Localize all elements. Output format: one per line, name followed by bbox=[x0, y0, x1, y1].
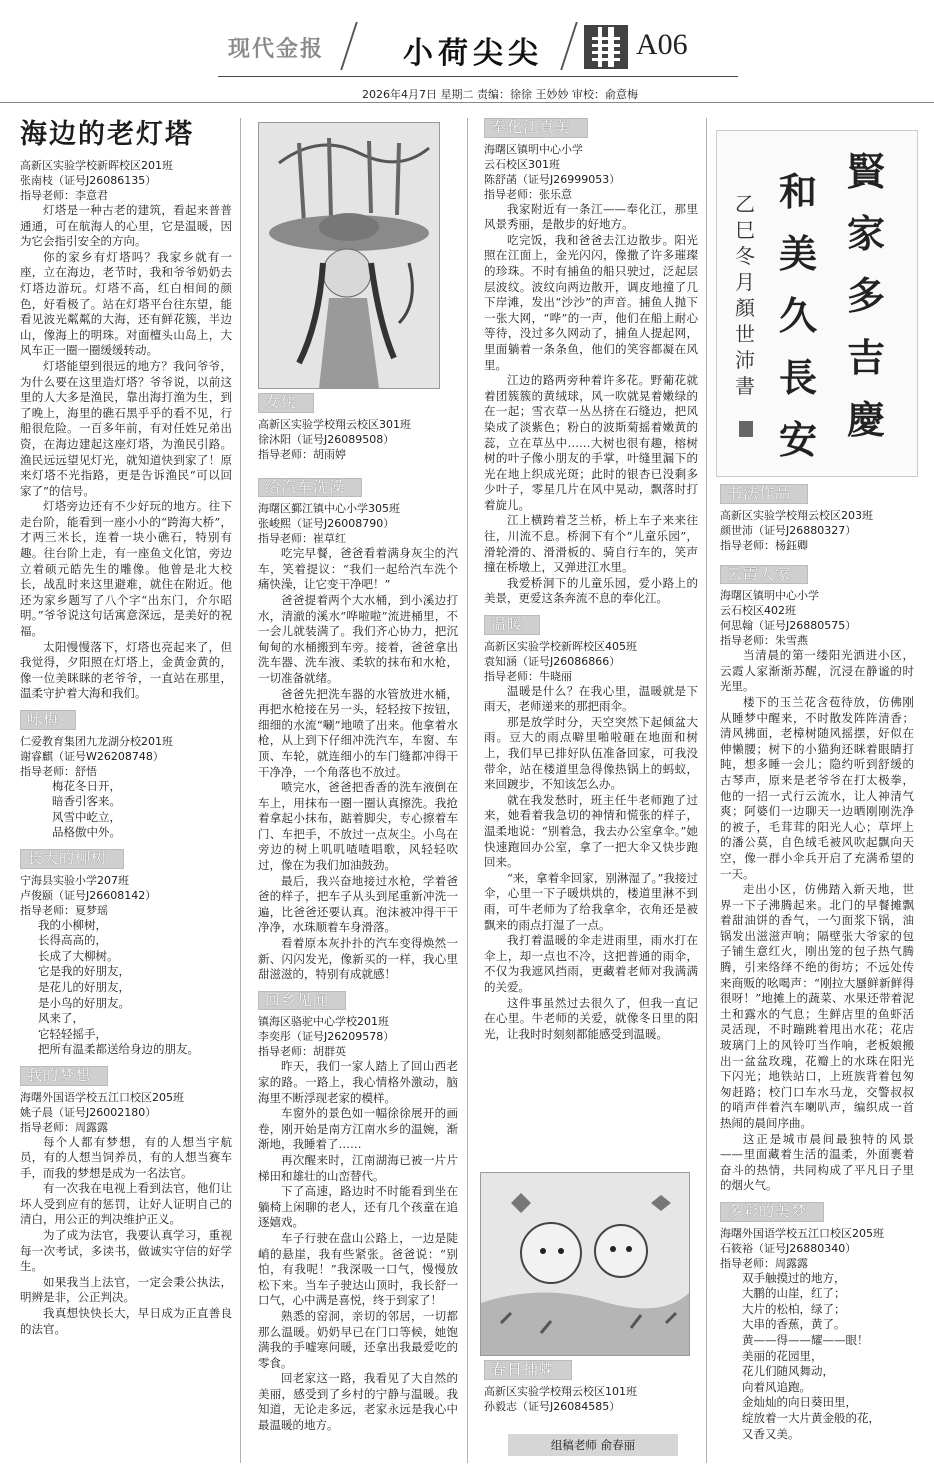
byline: 高新区实验学校翔云校区203班 颜世沛（证号J26880327） 指导老师：杨鈺卿 bbox=[720, 508, 873, 552]
dateline-rule bbox=[0, 102, 934, 103]
masthead-divider bbox=[560, 22, 578, 70]
paper-name: 现代金报 bbox=[228, 37, 325, 62]
column-divider bbox=[706, 118, 707, 1463]
article-body: 灯塔是一种古老的建筑，看起来普普通通，可在航海人的心里，它是温暖，因为它会指引安全的方向。 你的家乡有灯塔吗？我家乡就有一座，立在海边，老节时，我和爷爷奶奶去灯塔边游玩。灯塔不高，红白相间的颜色，好看极了。站在灯塔平台往东望，能看见波光粼粼的大海，还有鲜花簇，半边山，像海上的明珠。对面檀头山岛上，大风车正一圈一圈缓缓转动。 灯塔能望到很远的地方？我问爷爷，为什么要在这里造灯塔？爷爷说，以前这里的人大多是渔民，靠出海打渔为生，到了晚上，海里的礁石黑乎乎的看不见，行船很危险。一百多年前，有对任姓兄弟出资，在海边建起这座灯塔，为渔民引路。渔民远远望见灯光，就知道快到家了！原来灯塔不光指路，更是告诉渔民“可以回家了”的信号。 灯塔旁边还有不少好玩的地方。往下走台阶，能看到一座小小的“跨海大桥”，才两三米长，连着一块小礁石，特别有趣。往台阶上走，有一座鱼文化馆，旁边立着硕元皓先生的雕像。他曾是北大校长，战乱时来这里避难，就住在附近。他还为家乡题写了八个字“出东门，介尔昭明。”爷爷说这句话寓意深远，是美好的祝福。 太阳慢慢落下，灯塔也亮起来了，但我觉得，夕阳照在灯塔上，金黄金黄的，像一位美眯眯的老爷爷，一直站在那里，温柔守护着大海和我们。 bbox=[20, 203, 232, 701]
byline: 高新区实验学校新晖校区201班 张南枝（证号J26086135） 指导老师：李意君 bbox=[20, 159, 173, 202]
section-title: 温暖 bbox=[484, 615, 540, 635]
section-title: 给汽车洗澡 bbox=[258, 478, 362, 498]
section-name: 小荷尖尖 bbox=[403, 36, 543, 71]
page-number: A06 bbox=[636, 28, 688, 61]
calligraphy-char: 安 bbox=[779, 417, 818, 462]
column-divider bbox=[240, 118, 241, 1463]
byline: 海曙外国语学校五江口校区205班 姚子晨（证号J26002180） 指导老师：周露露 bbox=[20, 1090, 184, 1134]
dateline: 2026年4月7日 星期二 责编：徐徐 王妙妙 审校：俞意梅 bbox=[362, 88, 638, 101]
byline: 高新区实验学校翔云校区301班 徐沐阳（证号J26089508） 指导老师：胡雨婷 bbox=[258, 417, 411, 461]
byline: 仁爱教育集团九龙湖分校201班 谢睿麒（证号W26208748） 指导老师：舒悟 bbox=[20, 734, 173, 778]
section-title: 回乡见闻 bbox=[258, 991, 346, 1011]
section-title: 春日捕蝶 bbox=[484, 1360, 572, 1380]
column-3-bottom bbox=[484, 1360, 698, 1414]
byline: 海曙区镇明中心小学 云石校区301班 陈舒菡（证号J26999053） 指导老师：张乐意 bbox=[484, 142, 621, 201]
calligraphy-char: 慶 bbox=[847, 397, 886, 442]
byline: 海曙外国语学校五江口校区205班 石筱裕（证号J26880340） 指导老师：周露露 bbox=[720, 1226, 884, 1270]
section-title: 多彩的美梦 bbox=[720, 1202, 824, 1222]
article-title: 海边的老灯塔 bbox=[20, 119, 194, 150]
column-divider bbox=[467, 118, 468, 1463]
byline: 宁海县实验小学207班 卢俊颐（证号J26608142） 指导老师：夏梦瑶 bbox=[20, 873, 157, 917]
artwork-catching-butterflies bbox=[480, 1172, 690, 1356]
calligraphy-char: 吉 bbox=[847, 335, 886, 380]
byline: 镇海区骆驼中心学校201班 李奕彤（证号J26209578） 指导老师：胡群英 bbox=[258, 1015, 395, 1059]
poem: 双手触摸过的地方， 大鹏的山崖，红了； 大片的松柏，绿了； 大串的香蕉，黄了。 黄——得——耀——眼！ 美丽的花园里， 花儿们随风舞动， 向着风追跑。 金灿灿的向日葵田里， 绽放着一大片黄金般的花， 又香又美。 bbox=[742, 1270, 880, 1441]
article-body: 吃完早餐，爸爸看着满身灰尘的汽车，笑着提议：“我们一起给汽车洗个痛快澡，让它变干净吧！” 爸爸提着两个大水桶，到小溪边打水，清澈的溪水“哗啦啦”流进桶里，不一会儿就装满了。我们齐心协力，把沉甸甸的水桶搬到车旁。接着，爸爸拿出洗车器、洗车液、柔软的抹布和水枪，一切准备就绪。 爸爸先把洗车器的水管放进水桶，再把水枪接在另一头，轻轻按下按钮，细细的水流“唰”地喷了出来。他拿着水枪，从上到下仔细冲洗汽车，车窗、车顶、车轮，就连细小的车门缝都冲得干干净净，一个角落也不放过。 喷完水，爸爸把香香的洗车液倒在车上，用抹布一圈一圈认真擦洗。我抢着拿起小抹布，踮着脚尖，专心擦着车门、车把手，不放过一点灰尘。小鸟在旁边的树上叽叽喳喳唱歌，风轻轻吹过，像在为我们加油鼓劲。 最后，我兴奋地接过水枪，学着爸爸的样子，把车子从头到尾重新冲洗一遍，比爸爸还要认真。泡沫被冲得干干净净，水珠顺着车身滑落。 看着原本灰扑扑的汽车变得焕然一新、闪闪发光，像新买的一样，我心里甜滋滋的，特别有成就感！ bbox=[258, 546, 458, 982]
poem: 我的小柳树， 长得高高的， 长成了大柳树。 它是我的好朋友， 是花儿的好朋友， 是小鸟的好朋友。 风来了， 它轻轻摇手， 把所有温柔都送给身边的朋友。 bbox=[38, 917, 199, 1057]
article-body: 昨天，我们一家人踏上了回山西老家的路。一路上，我心情格外激动，脑海里不断浮现老家的模样。 车窗外的景色如一幅徐徐展开的画卷，刚开始是南方江南水乡的温婉，渐渐地，我睡着了…… 再次醒来时，江南湖海已被一片片梯田和雄壮的山峦替代。 下了高速，路边时不时能看到坐在躺椅上闲聊的老人，还有几个孩童在追逐嬉戏。 车子行驶在盘山公路上，一边是陡峭的悬崖，我有些紧张。爸爸说：“别怕，有我呢！”我深吸一口气，慢慢放松下来。当车子驶达山顶时，我长舒一口气，心中满是喜悦，终于到家了！ 熟悉的窑洞，亲切的邻居，一切都那么温暖。奶奶早已在门口等候，她饱满我的手嘘寒问暖，还拿出我最爱吃的零食。 回老家这一路，我看见了大自然的美丽，感受到了乡村的宁静与温暖。我知道，无论走多远，老家永远是我心中最温暖的地方。 bbox=[258, 1059, 458, 1433]
byline: 高新区实验学校翔云校区101班 孙毅志（证号J26084585） bbox=[484, 1384, 637, 1413]
section-title: 女侠 bbox=[258, 393, 314, 413]
calligraphy-char: 久 bbox=[779, 293, 818, 338]
calligraphy-char: 賢 bbox=[847, 149, 886, 194]
section-title: 奉化江真美 bbox=[484, 118, 588, 138]
calligraphy-char: 家 bbox=[847, 211, 886, 256]
artwork-swordswoman-image bbox=[259, 123, 439, 388]
article-body: 每个人都有梦想，有的人想当宇航员，有的人想当饲养员，有的人想当赛车手，而我的梦想是成为一名法官。 有一次我在电视上看到法官，他们让坏人受到应有的惩罚，让好人证明自己的清白，用公正的判决维护正义。 为了成为法官，我要认真学习，重视每一次考试，多读书，做诚实守信的好学生。 如果我当上法官，一定会秉公执法，明辨是非，公正判决。 我真想快快长大，早日成为正直善良的法官。 bbox=[20, 1134, 232, 1336]
section-title: 我的梦想 bbox=[20, 1066, 108, 1086]
masthead-divider bbox=[340, 22, 358, 70]
section-title: 咏梅 bbox=[20, 710, 76, 730]
calligraphy-artwork bbox=[716, 130, 918, 477]
section-title: 云霞人家 bbox=[720, 565, 808, 585]
calligraphy-char: 美 bbox=[779, 231, 818, 276]
byline: 海曙区镇明中心小学 云石校区402班 何思翰（证号J26880575） 指导老师：朱雪燕 bbox=[720, 589, 857, 648]
poem: 梅花冬日开， 暗香引客来。 风雪中屹立， 品格傲中外。 bbox=[52, 778, 121, 840]
column-4 bbox=[720, 484, 914, 1442]
artwork-swordswoman bbox=[258, 122, 440, 389]
column-3 bbox=[484, 118, 698, 1042]
byline: 海曙区鄞江镇中心小学305班 张峻熙（证号J26008790） 指导老师：崔草红 bbox=[258, 502, 400, 546]
qr-code-icon bbox=[584, 25, 628, 69]
masthead-rule bbox=[218, 76, 738, 77]
article-body: 温暖是什么？在我心里，温暖就是下雨天，老师递来的那把雨伞。 那是放学时分，天空突然下起倾盆大雨。豆大的雨点噼里啪啦砸在地面和树上，我们早已排好队伍准备回家，可我没带伞，站在楼道里急得像热锅上的蚂蚁，来回踱步，不知该怎么办。 就在我发愁时，班主任牛老师跑了过来，她看着我急切的神情和慌张的样子，温柔地说：“别着急，我去办公室拿伞。”她快速跑回办公室，拿了一把大伞又快步跑回来。 “来，拿着伞回家，别淋湿了。”我接过伞，心里一下子暖烘烘的，楼道里淋不到雨，可牛老师为了给我拿伞，衣角还是被飘来的雨点打湿了一点。 我打着温暖的伞走进雨里，雨水打在伞上，却一点也不冷，这把普通的雨伞，不仅为我遮风挡雨，更藏着老师对我满满的关爱。 这件事虽然过去很久了，但我一直记在心里。牛老师的关爱，就像冬日里的阳光，让我时时刻刻都能感受到温暖。 bbox=[484, 683, 698, 1041]
article-body: 当清晨的第一缕阳光洒进小区，云霞人家渐渐苏醒，沉浸在静谧的时光里。 楼下的玉兰花含苞待放，仿佛刚从睡梦中醒来，不时散发阵阵清香；清风拂面，老樟树随风摇摆，好似在伸懒腰；树下的小猫狗还眯着眼睛打盹，想多睡一会儿；隐约听到舒缓的古琴声，原来是老爷爷在打太极拳，他的一招一式行云流水，让人神清气爽；阿婆们一边聊天一边晒刚刚洗净的被子，毛茸茸的阳光人心；草坪上的潘公莫，自色绒毛被风吹起飘向天空，像一群小伞兵开启了充满希望的一天。 走出小区，仿佛踏入新天地，世界一下子沸腾起来。北门的早餐摊飘着甜油饼的香气，一勺面浆下锅，油锅发出滋滋声响；隔壁张大爷家的包子铺生意红火，刚出笼的包子热气腾腾，引来络绎不绝的街坊；不远处传来商贩的吆喝声：“刚拉大蜃鲜新鲜得很呀！”地摊上的蔬菜、水果还带着泥土和露水的气息；生鲜店里的鱼虾活灵活现，不时蹦跳着甩出水花；花店玻璃门上的风铃叮当作响，老板娘搬出一盆盆玫瑰，花瓣上的水珠在阳光下闪光；地铁站口，上班族背着包匆匆赶路；校门口车水马龙，交警叔叔的哨声伴着汽车喇叭声，编织成一首热闹的晨间序曲。 这正是城市晨间最独特的风景——里面藏着生活的温柔，外面裹着奋斗的热情，共同构成了平凡日子里的烟火气。 bbox=[720, 648, 914, 1193]
calligraphy-char: 長 bbox=[779, 355, 818, 400]
section-title: 书法作品 bbox=[720, 484, 808, 504]
seal-stamp bbox=[739, 421, 753, 437]
column-1 bbox=[20, 118, 232, 1337]
calligraphy-char: 多 bbox=[847, 273, 886, 318]
column-2 bbox=[258, 393, 458, 1434]
editor-note: 组稿老师 俞春丽 bbox=[508, 1434, 678, 1456]
calligraphy-inscription: 乙巳冬月顏世沛書 bbox=[735, 192, 755, 398]
artwork-catching-butterflies-image bbox=[481, 1173, 689, 1355]
byline: 高新区实验学校新晖校区405班 袁知涵（证号J26086866） 指导老师：牛晓丽 bbox=[484, 639, 637, 683]
section-title: 长大的柳树 bbox=[20, 849, 124, 869]
article-body: 我家附近有一条江——奉化江，那里风景秀丽，是散步的好地方。 吃完饭，我和爸爸去江边散步。阳光照在江面上，金光闪闪，像撒了许多璀璨的珍珠。不时有捕鱼的船只驶过，泛起层层波纹。波纹向两边散开，调皮地撞了几下岸滩，发出“沙沙”的声音。捕鱼人抛下一张大网，“哗”的一声，他们在船上耐心等待，没过多久网动了，捕鱼人提起网，里面躺着一条条鱼，他们的笑容都凝在风里。 江边的路两旁种着许多花。野葡花就着团簇簇的黄绒球，风一吹就晃着嫩绿的在一起；雪衣草一丛丛挤在石缝边，把风染成了淡紫色；粉白的波斯菊摇着嫩黄的蕊，立在草丛中……大树也很有趣，榕树树的叶子像小朋友的手掌，叶缝里漏下的光在地上织成光斑；此时的银杏已没剩多少叶子，零星几片在风中晃动，飘落时打着旋儿。 江上横跨着芝兰桥，桥上车子来来往往，川流不息。桥洞下有个“儿童乐园”，滑轮滑的、滑滑板的、骑自行车的，笑声撞在桥墩上，又弹进江水里。 我爱桥洞下的儿童乐园，爱小路上的美景，更爱这条奔流不息的奉化江。 bbox=[484, 201, 698, 606]
calligraphy-char: 和 bbox=[779, 169, 818, 214]
